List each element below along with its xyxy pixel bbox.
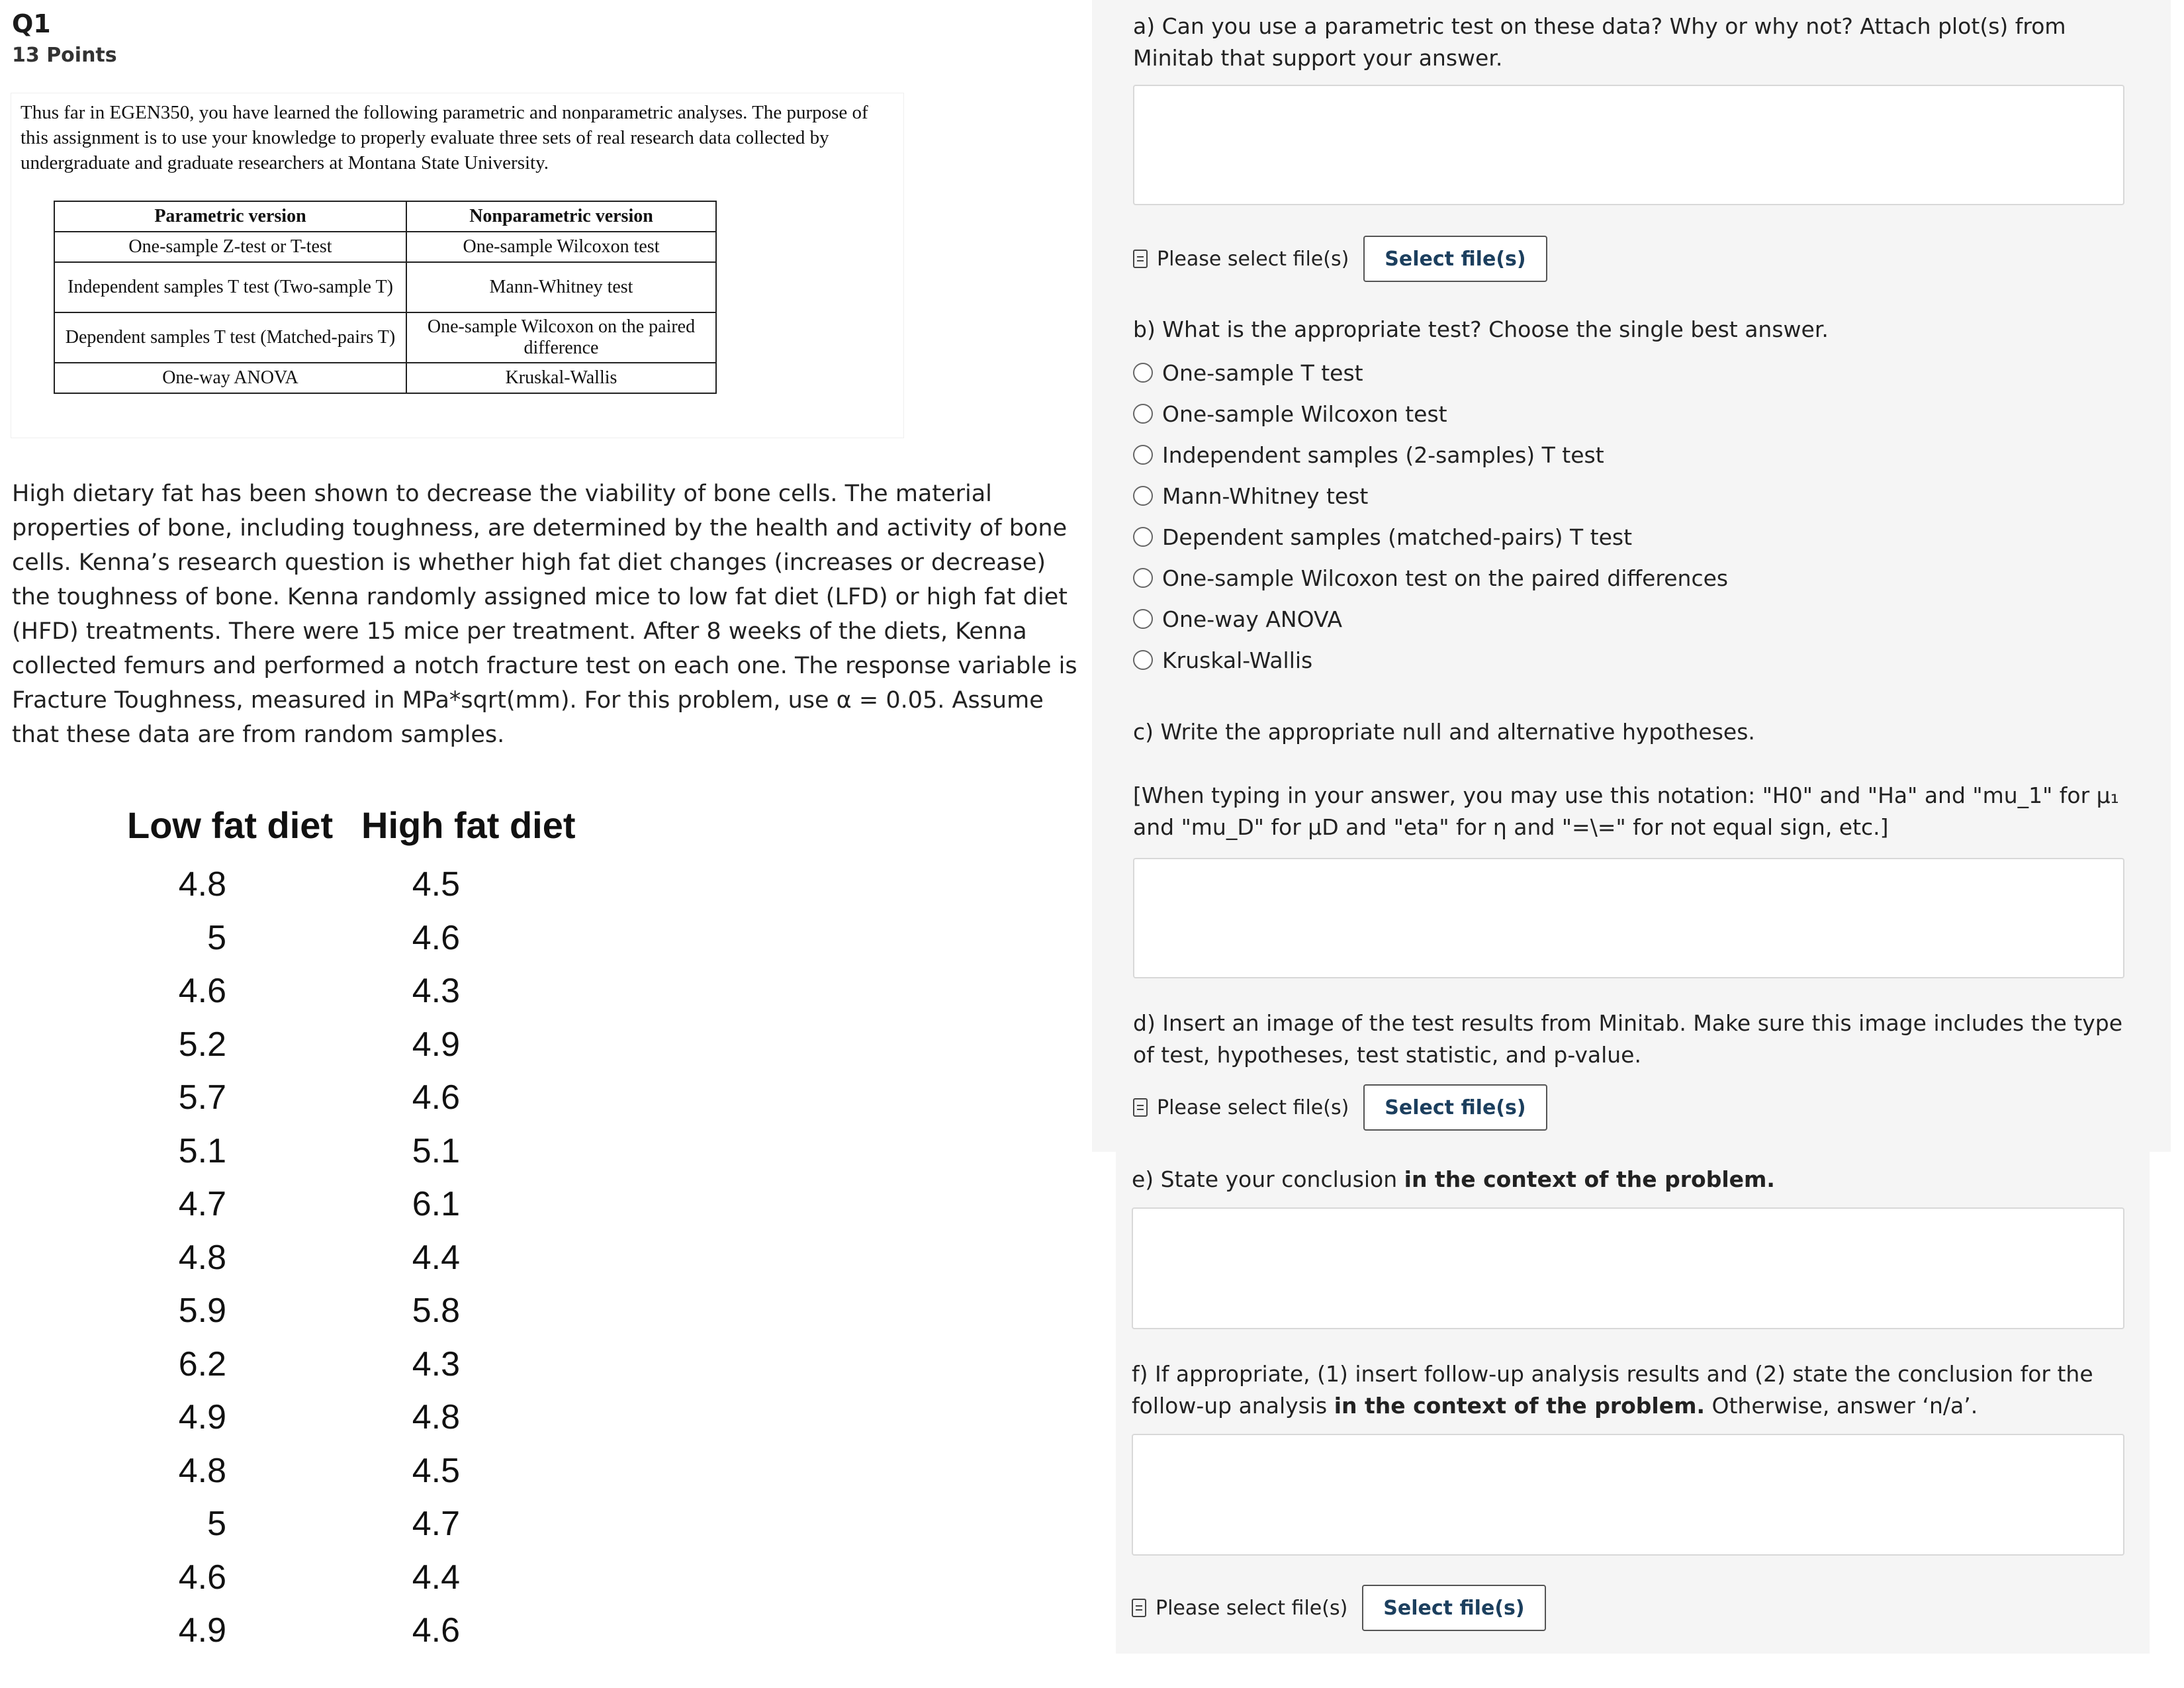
question-number: Q1: [12, 9, 51, 38]
file-icon: [1133, 250, 1148, 268]
intro-image: [11, 93, 904, 438]
file-icon: [1133, 1098, 1148, 1117]
high-fat-value: 4.3: [412, 972, 460, 1010]
low-fat-value: 5: [207, 918, 226, 957]
radio-button[interactable]: [1133, 609, 1153, 629]
file-upload-d: [1133, 1084, 1547, 1131]
part-b-prompt: b) What is the appropriate test? Choose the single best answer.: [1133, 316, 1829, 342]
high-fat-value: 4.3: [412, 1344, 460, 1383]
high-fat-value: 4.4: [412, 1238, 460, 1277]
radio-option[interactable]: Independent samples (2-samples) T test: [1133, 434, 1728, 475]
select-files-button[interactable]: Select file(s): [1363, 1084, 1547, 1131]
methods-table: [54, 201, 717, 394]
file-upload-label: Please select file(s): [1157, 1096, 1349, 1119]
radio-button[interactable]: [1133, 527, 1153, 547]
high-fat-value: 4.6: [412, 918, 460, 957]
high-fat-value: 5.8: [412, 1291, 460, 1330]
table-cell: One-way ANOVA: [54, 363, 406, 393]
radio-button[interactable]: [1133, 568, 1153, 588]
file-upload-label: Please select file(s): [1156, 1596, 1348, 1620]
high-fat-value: 4.5: [412, 865, 460, 904]
high-fat-value: 4.7: [412, 1505, 460, 1543]
table-cell: Kruskal-Wallis: [406, 363, 716, 393]
radio-button[interactable]: [1133, 445, 1153, 465]
low-fat-value: 4.9: [178, 1611, 226, 1650]
low-fat-value: 5: [207, 1505, 226, 1543]
question-points: 13 Points: [12, 44, 117, 67]
table-cell: One-sample Z-test or T-test: [54, 232, 406, 262]
low-fat-value: 5.1: [178, 1131, 226, 1170]
part-b-options: [1133, 352, 1728, 680]
table-header: Parametric version: [54, 201, 406, 232]
table-cell: One-sample Wilcoxon test: [406, 232, 716, 262]
data-header-low-fat: Low fat diet: [127, 804, 334, 846]
low-fat-value: 5.9: [178, 1291, 226, 1330]
part-a-prompt: a) Can you use a parametric test on these data? Why or why not? Attach plot(s) from Minitab that support your answer.: [1133, 13, 2066, 71]
data-header-high-fat: High fat diet: [361, 804, 576, 846]
radio-option[interactable]: Kruskal-Wallis: [1133, 639, 1728, 680]
low-fat-value: 4.6: [178, 972, 226, 1010]
radio-option[interactable]: Dependent samples (matched-pairs) T test: [1133, 516, 1728, 557]
radio-option[interactable]: One-way ANOVA: [1133, 598, 1728, 639]
file-upload-f: [1132, 1585, 1546, 1631]
part-f-prompt: f) If appropriate, (1) insert follow-up analysis results and (2) state the conclusion for the follow-up analysis in the context of the problem. Otherwise, answer ‘n/a’.: [1132, 1361, 2093, 1419]
table-cell: Independent samples T test (Two-sample T): [54, 262, 406, 312]
high-fat-value: 6.1: [412, 1185, 460, 1223]
low-fat-value: 4.9: [178, 1398, 226, 1436]
low-fat-value: 4.7: [178, 1185, 226, 1223]
low-fat-value: 4.8: [178, 1238, 226, 1277]
high-fat-value: 4.5: [412, 1451, 460, 1490]
radio-button[interactable]: [1133, 650, 1153, 670]
part-e-prompt: e) State your conclusion in the context of the problem.: [1132, 1166, 1775, 1192]
file-upload-label: Please select file(s): [1157, 247, 1349, 271]
radio-option[interactable]: Mann-Whitney test: [1133, 475, 1728, 516]
part-c-prompt: c) Write the appropriate null and alternative hypotheses.: [1133, 719, 1755, 745]
part-c-answer-box[interactable]: [1133, 858, 2124, 978]
part-c-note: [When typing in your answer, you may use this notation: "H0" and "Ha" and "mu_1" for μ₁ and "mu_D" for μD and "eta" for η and "=\=" for not equal sign, etc.]: [1133, 782, 2119, 840]
table-cell: Mann-Whitney test: [406, 262, 716, 312]
low-fat-value: 5.2: [178, 1025, 226, 1064]
radio-option[interactable]: One-sample Wilcoxon test on the paired differences: [1133, 557, 1728, 598]
low-fat-value: 4.8: [178, 1451, 226, 1490]
part-f-answer-box[interactable]: [1132, 1434, 2124, 1556]
radio-button[interactable]: [1133, 363, 1153, 383]
low-fat-value: 4.6: [178, 1558, 226, 1597]
high-fat-value: 5.1: [412, 1131, 460, 1170]
radio-option[interactable]: One-sample Wilcoxon test: [1133, 393, 1728, 434]
select-files-button[interactable]: Select file(s): [1363, 236, 1547, 282]
low-fat-value: 6.2: [178, 1344, 226, 1383]
high-fat-value: 4.6: [412, 1078, 460, 1117]
table-header: Nonparametric version: [406, 201, 716, 232]
file-icon: [1132, 1599, 1146, 1617]
select-files-button[interactable]: Select file(s): [1362, 1585, 1545, 1631]
part-e-answer-box[interactable]: [1132, 1207, 2124, 1329]
file-upload-a: [1133, 236, 1547, 282]
table-cell: One-sample Wilcoxon on the paired difference: [406, 312, 716, 363]
high-fat-value: 4.4: [412, 1558, 460, 1597]
part-d-prompt: d) Insert an image of the test results from Minitab. Make sure this image includes the type of test, hypotheses, test statistic, and p-value.: [1133, 1010, 2123, 1068]
intro-text: Thus far in EGEN350, you have learned the following parametric and nonparametric analyses. The purpose of this assignment is to use your knowledge to properly evaluate three sets of real research data collected by undergraduate and graduate researchers at Montana State University.: [21, 102, 868, 173]
low-fat-value: 5.7: [178, 1078, 226, 1117]
radio-option[interactable]: One-sample T test: [1133, 352, 1728, 393]
table-cell: Dependent samples T test (Matched-pairs T): [54, 312, 406, 363]
part-a-answer-box[interactable]: [1133, 85, 2124, 205]
high-fat-value: 4.9: [412, 1025, 460, 1064]
radio-button[interactable]: [1133, 486, 1153, 506]
high-fat-value: 4.6: [412, 1611, 460, 1650]
low-fat-value: 4.8: [178, 865, 226, 904]
radio-button[interactable]: [1133, 404, 1153, 424]
problem-description: High dietary fat has been shown to decrease the viability of bone cells. The material properties of bone, including toughness, are determined by the health and activity of bone cells. Kenna’s research question is whether high fat diet changes (increases or decrease) the toughness of bone. Kenna randomly assigned mice to low fat diet (LFD) or high fat diet (HFD) treatments. There were 15 mice per treatment. After 8 weeks of the diets, Kenna collected femurs and performed a notch fracture test on each one. The response variable is Fracture Toughness, measured in MPa*sqrt(mm). For this problem, use α = 0.05. Assume that these data are from random samples.: [12, 481, 1077, 748]
high-fat-value: 4.8: [412, 1398, 460, 1436]
